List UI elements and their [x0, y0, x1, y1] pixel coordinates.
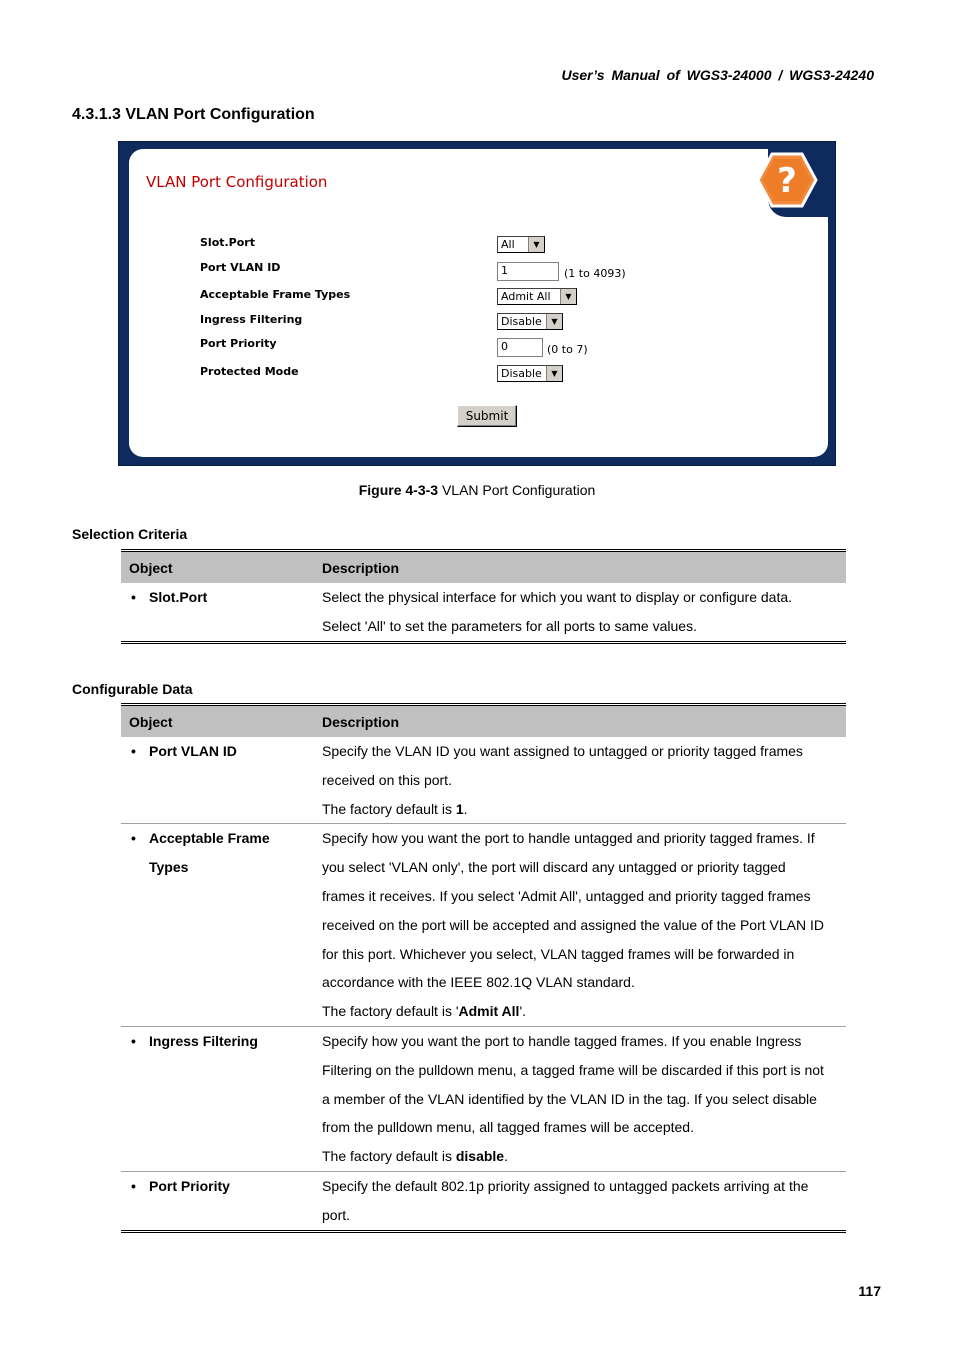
object-cell: [121, 737, 314, 824]
chevron-down-icon: ▼: [546, 314, 562, 329]
column-header-object: Object: [121, 551, 314, 584]
description-line: accordance with the IEEE 802.1Q VLAN standard.: [322, 974, 635, 991]
object-name-line: Types: [149, 859, 189, 876]
object-name: Port Priority: [149, 1177, 230, 1194]
protected-mode-select[interactable]: [497, 365, 563, 382]
svg-text:?: ?: [777, 161, 797, 201]
description-line: you select 'VLAN only', the port will discard any untagged or priority tagged: [322, 859, 786, 876]
description-line: Filtering on the pulldown menu, a tagged frame will be discarded if this port is not: [322, 1061, 824, 1078]
description-cell: [314, 583, 846, 642]
factory-default-line: [322, 795, 838, 824]
chevron-down-icon: ▼: [546, 366, 562, 381]
description-line: Select 'All' to set the parameters for all ports to same values.: [322, 617, 697, 634]
description-line: port.: [322, 1206, 351, 1223]
column-header-description: Description: [314, 551, 846, 584]
protected-mode-label: Protected Mode: [200, 365, 299, 378]
description-line: for this port. Whichever you select, VLAN tagged frames will be forwarded in: [322, 945, 795, 962]
ingress-filtering-label: Ingress Filtering: [200, 313, 303, 326]
description-cell: [314, 824, 846, 1027]
slot-port-value: All: [501, 238, 515, 251]
default-prefix: The factory default is: [322, 800, 456, 817]
screenshot-panel: [129, 149, 828, 457]
table-row: [121, 824, 846, 1027]
bullet-icon: •: [131, 1032, 136, 1049]
vlan-port-config-screenshot: [118, 141, 836, 466]
default-suffix: '.: [519, 1003, 526, 1020]
port-vlan-id-input[interactable]: 1: [497, 262, 559, 281]
submit-button[interactable]: Submit: [457, 405, 517, 427]
column-header-object: Object: [121, 705, 314, 738]
ingress-filtering-select[interactable]: [497, 313, 563, 330]
screenshot-title: VLAN Port Configuration: [146, 173, 328, 191]
figure-number: Figure 4-3-3: [358, 482, 439, 498]
figure-caption: [0, 482, 954, 498]
port-vlan-id-label: Port VLAN ID: [200, 261, 281, 274]
description-line: frames it receives. If you select 'Admit All', untagged and priority tagged frames: [322, 887, 811, 904]
object-cell: [121, 1026, 314, 1171]
description-line: Specify the VLAN ID you want assigned to untagged or priority tagged frames: [322, 743, 803, 759]
bullet-icon: •: [131, 1177, 136, 1194]
column-header-description: Description: [314, 705, 846, 738]
table-row: [121, 1171, 846, 1231]
factory-default-line: [322, 997, 838, 1026]
configurable-data-table: [121, 703, 846, 1233]
default-suffix: .: [504, 1148, 508, 1165]
table-header-row: [121, 551, 846, 584]
configurable-data-title: Configurable Data: [72, 681, 193, 697]
port-priority-input[interactable]: 0: [497, 338, 543, 357]
default-prefix: The factory default is ': [322, 1003, 459, 1020]
page-number: 117: [858, 1283, 881, 1299]
description-line: received on the port will be accepted and assigned the value of the Port VLAN ID: [322, 916, 824, 933]
description-line: from the pulldown menu, all tagged frames will be accepted.: [322, 1119, 694, 1136]
object-name: [149, 824, 306, 882]
port-vlan-id-hint: (1 to 4093): [564, 267, 626, 280]
default-prefix: The factory default is: [322, 1148, 456, 1165]
table-row: [121, 1026, 846, 1171]
acceptable-frame-types-value: Admit All: [501, 290, 551, 303]
selection-criteria-title: Selection Criteria: [72, 526, 188, 542]
bullet-icon: •: [131, 743, 136, 759]
description-line: Specify the default 802.1p priority assigned to untagged packets arriving at the: [322, 1177, 809, 1194]
acceptable-frame-types-label: Acceptable Frame Types: [200, 288, 351, 301]
factory-default-line: [322, 1142, 838, 1171]
description-cell: [314, 1171, 846, 1231]
object-name: Slot.Port: [149, 589, 208, 605]
slot-port-label: Slot.Port: [200, 236, 255, 249]
help-question-icon[interactable]: [756, 152, 818, 208]
description-line: received on this port.: [322, 771, 452, 788]
section-title: 4.3.1.3 VLAN Port Configuration: [72, 106, 315, 123]
page-header: User’s Manual of WGS3-24000 / WGS3-24240: [561, 67, 874, 83]
port-priority-label: Port Priority: [200, 337, 277, 350]
default-value: disable: [455, 1148, 505, 1165]
object-cell: [121, 824, 314, 1027]
description-line: Specify how you want the port to handle tagged frames. If you enable Ingress: [322, 1032, 802, 1049]
description-line: a member of the VLAN identified by the VLAN ID in the tag. If you select disable: [322, 1090, 817, 1107]
protected-mode-value: Disable: [501, 367, 542, 380]
default-suffix: .: [463, 800, 468, 817]
port-priority-hint: (0 to 7): [547, 343, 588, 356]
table-row: [121, 583, 846, 642]
description-cell: [314, 1026, 846, 1171]
table-header-row: [121, 705, 846, 738]
default-value: 1: [455, 800, 464, 817]
table-row: [121, 737, 846, 824]
ingress-filtering-value: Disable: [501, 315, 542, 328]
object-name: Port VLAN ID: [149, 743, 237, 759]
object-cell: [121, 1171, 314, 1231]
slot-port-select[interactable]: [497, 236, 545, 253]
description-line: Select the physical interface for which you want to display or configure data.: [322, 589, 793, 605]
object-cell: [121, 583, 314, 642]
object-name-line: Acceptable Frame: [149, 830, 270, 847]
selection-criteria-table: [121, 549, 846, 644]
figure-caption-text: VLAN Port Configuration: [438, 482, 596, 498]
acceptable-frame-types-select[interactable]: [497, 288, 577, 305]
chevron-down-icon: ▼: [528, 237, 544, 252]
bullet-icon: •: [131, 830, 136, 847]
object-name: Ingress Filtering: [149, 1032, 258, 1049]
chevron-down-icon: ▼: [560, 289, 576, 304]
default-value: Admit All: [458, 1003, 520, 1020]
description-cell: [314, 737, 846, 824]
description-line: Specify how you want the port to handle untagged and priority tagged frames. If: [322, 830, 815, 847]
bullet-icon: •: [131, 589, 136, 605]
